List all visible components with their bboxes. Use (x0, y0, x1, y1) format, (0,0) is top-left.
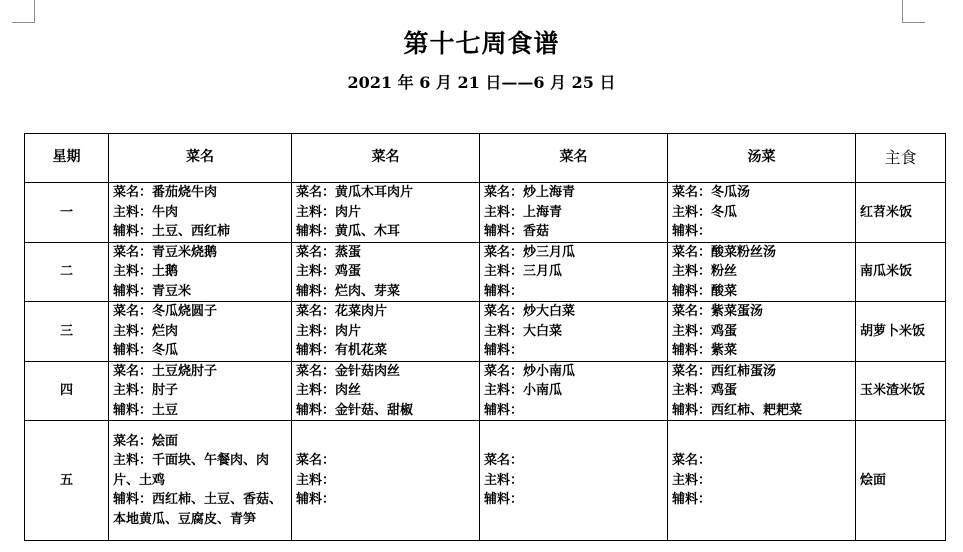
header-dish-3: 菜名 (480, 134, 668, 183)
date-range: 2021 年 6 月 21 日——6 月 25 日 (347, 73, 616, 92)
main-ingredient: 主料：鸡蛋 (672, 323, 738, 339)
weekday-cell: 一 (25, 183, 109, 243)
table-row (25, 302, 946, 362)
main-ingredient: 主料：烂肉 (113, 323, 179, 339)
side-ingredient: 辅料：土豆、西红柿 (113, 224, 231, 239)
weekday-cell: 五 (25, 421, 109, 541)
page-corner-mark-right (902, 0, 925, 23)
main-ingredient: 主料：肉片 (296, 323, 362, 339)
dish-3-cell (480, 183, 668, 243)
staple-cell: 烩面 (856, 421, 946, 541)
side-ingredient: 辅料：紫菜 (672, 343, 738, 358)
main-ingredient: 主料：土鹅 (113, 264, 179, 279)
main-ingredient: 主料：千面块、午餐肉、肉片、土鸡 (113, 453, 270, 488)
dish-name: 菜名：冬瓜烧圆子 (113, 304, 218, 319)
soup-cell (668, 242, 856, 302)
dish-name: 菜名：烩面 (113, 433, 179, 449)
dish-name: 菜名： (672, 453, 712, 469)
dish-1-cell (109, 421, 292, 541)
side-ingredient: 辅料： (484, 492, 524, 508)
side-ingredient: 辅料： (672, 224, 712, 239)
dish-3-cell (480, 302, 668, 362)
dish-name: 菜名：花菜肉片 (296, 304, 388, 319)
dish-name: 菜名：炒上海青 (484, 185, 576, 200)
page-corner-mark-left (12, 0, 35, 23)
dish-2-cell (292, 183, 480, 243)
dish-1-cell (109, 242, 292, 302)
main-ingredient: 主料： (484, 472, 524, 488)
soup-cell (668, 302, 856, 362)
dish-name: 菜名：冬瓜汤 (672, 185, 751, 200)
document-title: 第十七周食谱 (403, 29, 560, 58)
side-ingredient: 辅料：青豆米 (113, 283, 192, 299)
side-ingredient: 辅料： (296, 492, 336, 508)
table-row (25, 361, 946, 421)
main-ingredient: 主料：肉片 (296, 204, 362, 220)
side-ingredient: 辅料： (484, 343, 524, 358)
main-ingredient: 主料：大白菜 (484, 323, 563, 339)
side-ingredient: 辅料：金针菇、甜椒 (296, 402, 414, 418)
dish-1-cell (109, 183, 292, 243)
main-ingredient: 主料： (672, 472, 712, 488)
header-staple: 主食 (856, 134, 946, 183)
dish-2-cell (292, 242, 480, 302)
soup-cell (668, 421, 856, 541)
main-ingredient: 主料：小南瓜 (484, 383, 563, 398)
main-ingredient: 主料：上海青 (484, 204, 563, 220)
side-ingredient: 辅料：西红柿、土豆、香菇、本地黄瓜、豆腐皮、青笋 (113, 492, 283, 527)
dish-3-cell (480, 361, 668, 421)
dish-name: 菜名：酸菜粉丝汤 (672, 244, 777, 260)
soup-cell (668, 183, 856, 243)
dish-name: 菜名：黄瓜木耳肉片 (296, 185, 414, 200)
dish-2-cell (292, 361, 480, 421)
header-day: 星期 (25, 134, 109, 183)
dish-2-cell (292, 302, 480, 362)
side-ingredient: 辅料：烂肉、芽菜 (296, 283, 401, 299)
main-ingredient: 主料：鸡蛋 (296, 264, 362, 279)
dish-name: 菜名： (484, 453, 524, 469)
side-ingredient: 辅料： (672, 492, 712, 508)
weekday-cell: 二 (25, 242, 109, 302)
header-dish-2: 菜名 (292, 134, 480, 183)
side-ingredient: 辅料：冬瓜 (113, 343, 179, 358)
main-ingredient: 主料：三月瓜 (484, 264, 563, 279)
staple-cell: 南瓜米饭 (856, 242, 946, 302)
side-ingredient: 辅料：黄瓜、木耳 (296, 224, 401, 239)
dish-name: 菜名：青豆米烧鹅 (113, 244, 218, 260)
main-ingredient: 主料：冬瓜 (672, 204, 738, 220)
main-ingredient: 主料：肘子 (113, 383, 179, 398)
main-ingredient: 主料：鸡蛋 (672, 383, 738, 398)
header-row (25, 134, 946, 183)
staple-cell: 玉米渣米饭 (856, 361, 946, 421)
side-ingredient: 辅料：有机花菜 (296, 343, 388, 358)
table-row (25, 183, 946, 243)
main-ingredient: 主料： (296, 472, 336, 488)
main-ingredient: 主料：牛肉 (113, 204, 179, 220)
dish-1-cell (109, 302, 292, 362)
header-dish-1: 菜名 (109, 134, 292, 183)
staple-cell: 红苕米饭 (856, 183, 946, 243)
side-ingredient: 辅料：西红柿、耙耙菜 (672, 402, 803, 418)
dish-2-cell (292, 421, 480, 541)
dish-name: 菜名：金针菇肉丝 (296, 363, 401, 379)
header-soup: 汤菜 (668, 134, 856, 183)
main-ingredient: 主料：肉丝 (296, 383, 362, 398)
dish-3-cell (480, 242, 668, 302)
dish-name: 菜名：紫菜蛋汤 (672, 304, 764, 319)
side-ingredient: 辅料： (484, 283, 524, 299)
dish-name: 菜名： (296, 453, 336, 469)
weekly-menu-table (24, 133, 946, 541)
dish-name: 菜名：西红柿蛋汤 (672, 363, 777, 379)
dish-name: 菜名：炒小南瓜 (484, 363, 576, 379)
dish-name: 菜名：蒸蛋 (296, 244, 362, 260)
soup-cell (668, 361, 856, 421)
weekday-cell: 四 (25, 361, 109, 421)
dish-name: 菜名：土豆烧肘子 (113, 363, 218, 379)
dish-name: 菜名：炒三月瓜 (484, 244, 576, 260)
table-row (25, 242, 946, 302)
dish-name: 菜名：番茄烧牛肉 (113, 185, 218, 200)
side-ingredient: 辅料：香菇 (484, 224, 550, 239)
table-row (25, 421, 946, 541)
dish-3-cell (480, 421, 668, 541)
side-ingredient: 辅料：酸菜 (672, 283, 738, 299)
main-ingredient: 主料：粉丝 (672, 264, 738, 279)
side-ingredient: 辅料： (484, 402, 524, 418)
staple-cell: 胡萝卜米饭 (856, 302, 946, 362)
side-ingredient: 辅料：土豆 (113, 402, 179, 418)
dish-1-cell (109, 361, 292, 421)
weekday-cell: 三 (25, 302, 109, 362)
dish-name: 菜名：炒大白菜 (484, 304, 576, 319)
